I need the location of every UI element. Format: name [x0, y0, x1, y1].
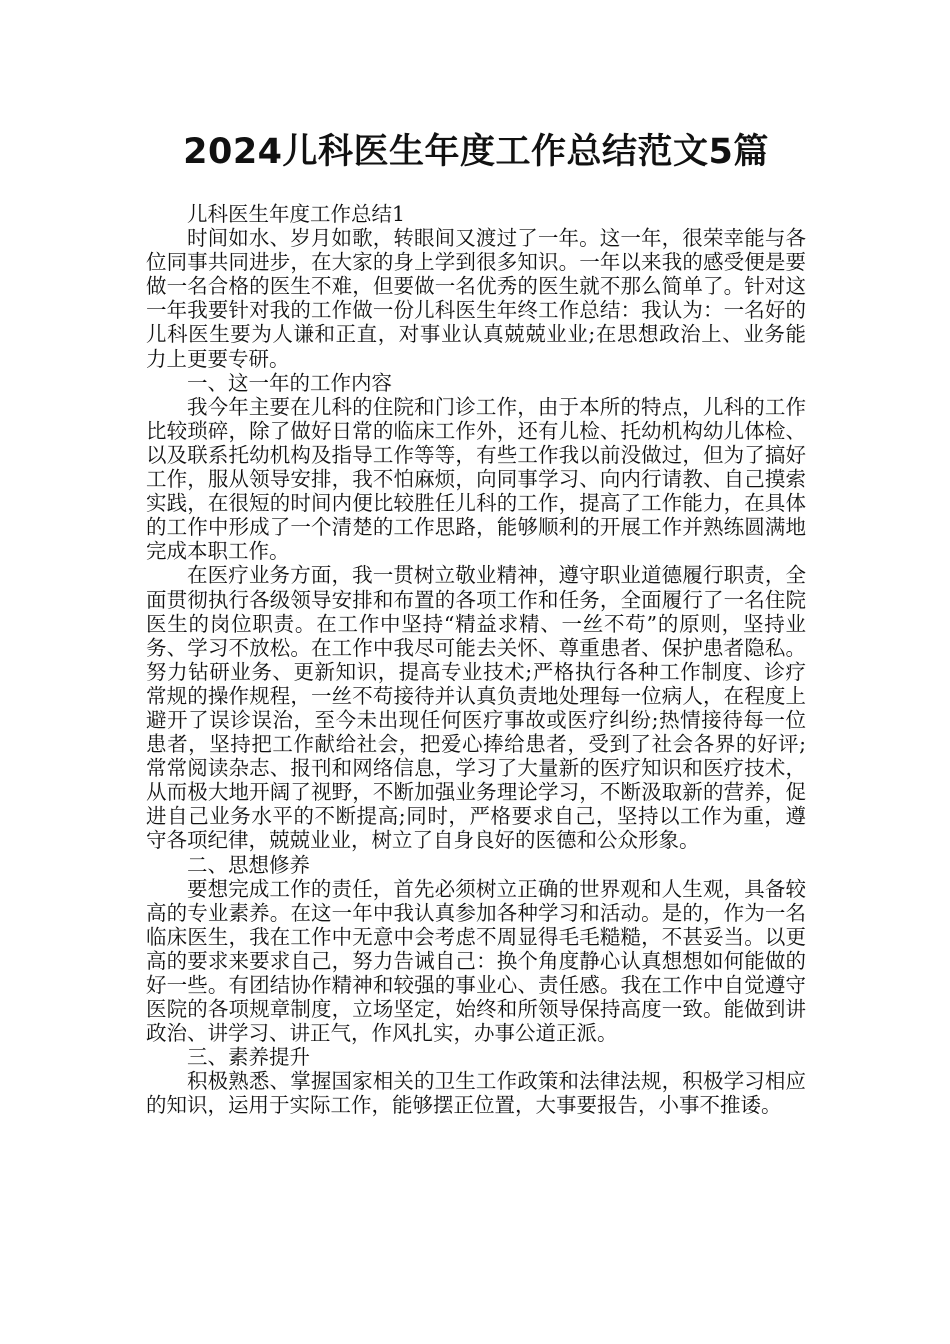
document-body [146, 202, 806, 1118]
section-heading: 三、素养提升 [187, 1045, 310, 1070]
section-heading: 儿科医生年度工作总结1 [187, 202, 406, 226]
body-paragraph: 我今年主要在儿科的住院和门诊工作，由于本所的特点，儿科的工作比较琐碎，除了做好日常的临床工作外，还有儿检、托幼机构幼儿体检、以及联系托幼机构及指导工作等等，有些工作我以前没做过，但为了搞好工作，服从领导安排，我不怕麻烦，向同事学习、向内行请教、自己摸索实践，在很短的时间内便比较胜任儿科的工作，提高了工作能力，在具体的工作中形成了一个清楚的工作思路，能够顺利的开展工作并熟练圆满地完成本职工作。 [146, 394, 806, 564]
body-paragraph: 积极熟悉、掌握国家相关的卫生工作政策和法律法规，积极学习相应的知识，运用于实际工作，能够摆正位置，大事要报告，小事不推诿。 [146, 1069, 806, 1118]
section-heading: 一、这一年的工作内容 [187, 370, 392, 395]
document-title: 2024儿科医生年度工作总结范文5篇 [183, 132, 769, 172]
body-paragraph: 要想完成工作的责任，首先必须树立正确的世界观和人生观，具备较高的专业素养。在这一年中我认真参加各种学习和活动。是的，作为一名临床医生，我在工作中无意中会考虑不周显得毛毛糙糙，不甚妥当。以更高的要求来要求自己，努力告诫自己：换个角度静心认真想想如何能做的好一些。有团结协作精神和较强的事业心、责任感。我在工作中自觉遵守医院的各项规章制度，立场坚定，始终和所领导保持高度一致。能做到讲政治、讲学习、讲正气，作风扎实，办事公道正派。 [146, 876, 806, 1046]
section-heading: 二、思想修养 [187, 852, 310, 877]
body-paragraph: 在医疗业务方面，我一贯树立敬业精神，遵守职业道德履行职责，全面贯彻执行各级领导安排和布置的各项工作和任务，全面履行了一名住院医生的岗位职责。在工作中坚持“精益求精、一丝不苟”的原则，坚持业务、学习不放松。在工作中我尽可能去关怀、尊重患者、保护患者隐私。努力钻研业务、更新知识，提高专业技术;严格执行各种工作制度、诊疗常规的操作规程，一丝不苟接待并认真负责地处理每一位病人，在程度上避开了误诊误治，至今未出现任何医疗事故或医疗纠纷;热情接待每一位患者，坚持把工作献给社会，把爱心捧给患者，受到了社会各界的好评;常常阅读杂志、报刊和网络信息，学习了大量新的医疗知识和医疗技术，从而极大地开阔了视野，不断加强业务理论学习，不断汲取新的营养，促进自己业务水平的不断提高;同时，严格要求自己，坚持以工作为重，遵守各项纪律，兢兢业业，树立了自身良好的医德和公众形象。 [146, 563, 806, 853]
document-page [146, 122, 806, 1118]
body-paragraph: 时间如水、岁月如歌，转眼间又渡过了一年。这一年，很荣幸能与各位同事共同进步，在大家的身上学到很多知识。一年以来我的感受便是要做一名合格的医生不难，但要做一名优秀的医生就不那么简单了。针对这一年我要针对我的工作做一份儿科医生年终工作总结：我认为：一名好的儿科医生要为人谦和正直，对事业认真兢兢业业;在思想政治上、业务能力上更要专研。 [146, 226, 806, 371]
